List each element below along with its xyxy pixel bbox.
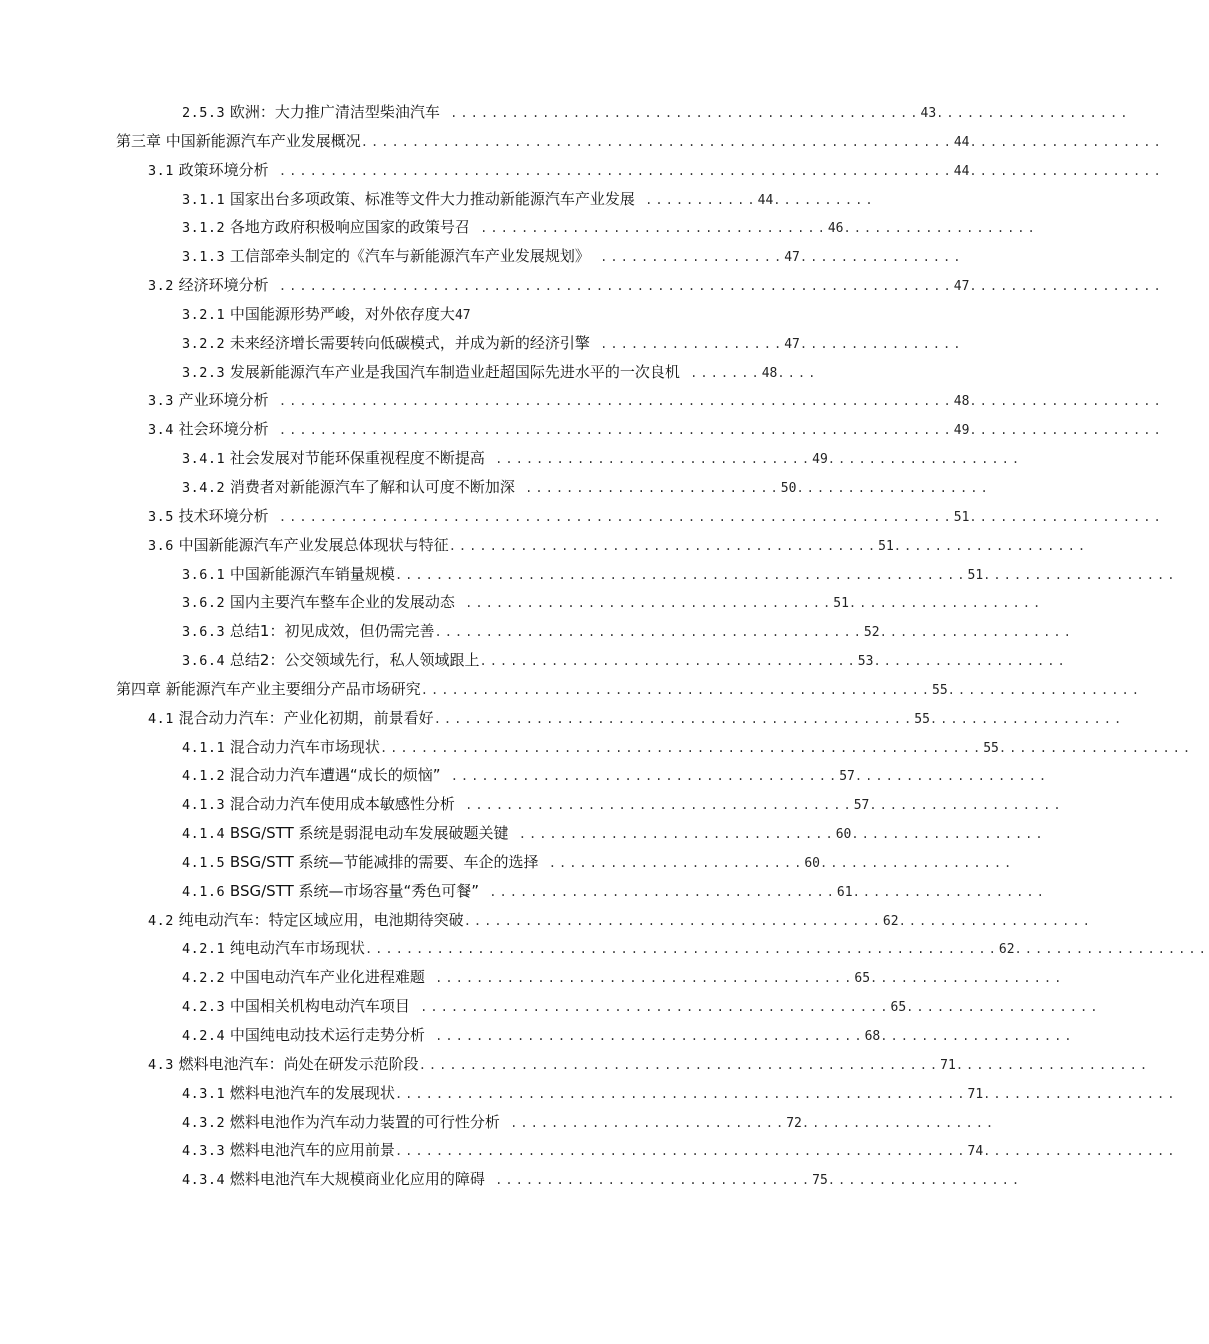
toc-leader-dots: ..............................................................: [364, 942, 999, 957]
toc-leader-dots: ..........................................: [434, 625, 864, 640]
toc-entry-number: 3.4.1: [182, 451, 226, 468]
toc-leader-dots: ...................: [906, 1000, 1101, 1015]
toc-entry-title: 产业环境分析: [178, 391, 269, 410]
toc-page-number: 51: [878, 538, 894, 554]
toc-page-number: 44: [953, 134, 970, 150]
toc-section-entry[interactable]: [0, 213, 1132, 242]
toc-leader-dots: ..................................: [479, 884, 837, 899]
toc-section-entry[interactable]: [0, 1136, 1178, 1165]
toc-page-number: 53: [857, 654, 874, 670]
toc-section-entry[interactable]: [0, 1079, 1178, 1108]
toc-section-entry[interactable]: [0, 733, 1194, 762]
toc-section-entry[interactable]: [0, 358, 1132, 387]
toc-leader-dots: ........................................................: [394, 567, 968, 582]
toc-entry-number: 3.1.1: [182, 191, 226, 208]
toc-entry-title: 燃料电池作为汽车动力装置的可行性分析: [229, 1112, 500, 1131]
toc-leader-dots: ..............................................: [439, 106, 921, 120]
toc-section-entry[interactable]: [0, 156, 1164, 185]
toc-entry-title: 纯电动汽车：特定区域应用，电池期待突破: [178, 910, 464, 929]
toc-entry-title: 总结2：公交领域先行，私人领域跟上: [229, 651, 480, 670]
toc-entry-number: 4.1.4: [182, 826, 226, 843]
toc-entry-number: 4.2: [148, 912, 174, 929]
toc-page-number: 47: [784, 250, 800, 266]
toc-page-number: 55: [983, 740, 999, 756]
toc-leader-dots: ..................................................................: [268, 163, 954, 178]
toc-page-number: 71: [967, 1086, 984, 1102]
toc-page-number: 57: [839, 769, 855, 785]
toc-entry-title: 第三章 中国新能源汽车产业发展概况: [116, 131, 361, 150]
toc-entry-number: 4.3.2: [182, 1114, 226, 1131]
toc-leader-dots: ..........................................: [424, 1029, 865, 1043]
toc-chapter-entry[interactable]: [0, 127, 1164, 156]
toc-entry-title: 社会发展对节能环保重视程度不断提高: [229, 449, 485, 468]
toc-page-number: 68: [864, 1029, 881, 1044]
toc-page-number: 44: [757, 192, 774, 208]
toc-leader-dots: ...................: [969, 134, 1164, 149]
toc-leader-dots: .........................................: [463, 913, 883, 928]
toc-entry-title: BSG/STT 系统—节能减排的需要、车企的选择: [229, 852, 539, 871]
toc-entry-number: 3.1: [148, 162, 174, 179]
toc-leader-dots: .....................................: [479, 654, 858, 669]
toc-entry-title: 中国电动汽车产业化进程难题: [229, 968, 425, 987]
toc-entry-number: 3.2.2: [182, 335, 226, 352]
toc-leader-dots: ...................: [893, 538, 1089, 553]
toc-page-number: 50: [780, 480, 797, 496]
toc-leader-dots: ...................: [854, 769, 1050, 784]
toc-leader-dots: ...................: [848, 596, 1044, 611]
toc-section-entry[interactable]: [0, 1021, 1132, 1050]
toc-section-entry[interactable]: [0, 761, 1132, 790]
toc-leader-dots: .........................: [514, 480, 781, 495]
toc-page-number: 48: [953, 394, 970, 410]
toc-entry-number: 3.3: [148, 393, 174, 410]
toc-entry-title: 中国相关机构电动汽车项目: [229, 997, 410, 1016]
toc-page-number: 65: [890, 1000, 907, 1016]
toc-entry-number: 4.3.1: [182, 1085, 226, 1102]
toc-entry-title: 中国能源形势严峻，对外依存度大: [229, 304, 455, 323]
toc-entry-title: 发展新能源汽车产业是我国汽车制造业赶超国际先进水平的一次良机: [229, 362, 680, 381]
toc-leader-dots: ...................: [843, 221, 1038, 236]
toc-entry-title: 中国新能源汽车销量规模: [229, 564, 395, 583]
toc-leader-dots: ...................: [852, 884, 1047, 899]
toc-leader-dots: ...................: [827, 1173, 1023, 1188]
toc-leader-dots: ...................: [969, 394, 1164, 409]
toc-leader-dots: ...................: [1014, 942, 1209, 957]
toc-entry-number: 3.6.4: [182, 653, 226, 670]
toc-entry-number: 4.1.5: [182, 854, 226, 871]
toc-entry-number: 3.2.3: [182, 364, 226, 381]
toc-leader-dots: ..................: [589, 336, 785, 351]
toc-entry-number: 4.2.2: [182, 970, 226, 987]
toc-chapter-entry[interactable]: [0, 675, 1142, 704]
toc-page-number: 43: [920, 106, 937, 121]
toc-section-entry[interactable]: [0, 560, 1178, 589]
toc-leader-dots: ...........................: [499, 1115, 787, 1130]
toc-entry-title: 欧洲：大力推广清洁型柴油汽车: [229, 103, 440, 121]
toc-section-entry[interactable]: [0, 819, 1132, 848]
table-of-contents: [0, 98, 1209, 1194]
toc-leader-dots: ...................: [969, 163, 1164, 178]
toc-leader-dots: ...................: [998, 740, 1194, 755]
toc-leader-dots: .........................................: [424, 971, 855, 986]
toc-leader-dots: ....................................: [454, 596, 834, 611]
toc-entry-number: 4.1.3: [182, 797, 226, 814]
toc-entry-title: 混合动力汽车遭遇“成长的烦恼”: [229, 766, 441, 785]
toc-page-number: 65: [854, 971, 871, 987]
toc-entry-title: 国家出台多项政策、标准等文件大力推动新能源汽车产业发展: [229, 189, 635, 208]
toc-entry-number: 3.6: [148, 537, 174, 554]
toc-section-entry[interactable]: [0, 242, 1132, 271]
toc-entry-title: 总结1：初见成效，但仍需完善: [229, 622, 435, 641]
toc-leader-dots: ...............................: [484, 1173, 813, 1188]
toc-entry-number: 3.6.2: [182, 595, 226, 612]
toc-leader-dots: ......................................: [454, 798, 854, 813]
toc-leader-dots: ..........................................................: [360, 134, 954, 149]
toc-page-number: 74: [967, 1144, 984, 1160]
toc-entry-number: 4.3.4: [182, 1172, 226, 1189]
toc-leader-dots: ...................: [936, 106, 1131, 120]
toc-entry-number: 4.1.2: [182, 768, 226, 785]
toc-entry-number: 3.1.2: [182, 220, 226, 237]
toc-page-number: 72: [786, 1115, 802, 1131]
toc-section-entry[interactable]: [0, 98, 1132, 127]
toc-page-number: 52: [863, 625, 880, 641]
toc-page-number: 49: [812, 452, 828, 468]
toc-entry-title: 经济环境分析: [178, 276, 269, 295]
toc-leader-dots: ..................................: [469, 221, 828, 236]
toc-page-number: 49: [953, 423, 970, 439]
toc-leader-dots: ..................: [589, 250, 785, 265]
toc-page-number: 62: [882, 913, 899, 929]
toc-leader-dots: ...........: [634, 192, 758, 207]
toc-leader-dots: ...................: [983, 567, 1178, 582]
toc-leader-dots: ...................: [983, 1086, 1178, 1101]
toc-section-entry[interactable]: [0, 646, 1132, 675]
toc-entry-number: 3.6.3: [182, 624, 226, 641]
toc-leader-dots: ......................................: [440, 769, 840, 784]
toc-leader-dots: ........................................................: [394, 1086, 968, 1101]
toc-section-entry[interactable]: [0, 704, 1125, 733]
toc-leader-dots: ...................: [870, 971, 1065, 986]
toc-leader-dots: ...................: [969, 279, 1164, 294]
toc-entry-title: 政策环境分析: [178, 160, 269, 179]
toc-page-number: 48: [761, 365, 778, 381]
toc-entry-title: 纯电动汽车市场现状: [229, 939, 365, 958]
toc-entry-number: 3.4: [148, 422, 174, 439]
toc-leader-dots: ...................: [851, 827, 1046, 842]
toc-entry-title: 社会环境分析: [178, 420, 269, 439]
toc-entry-title: 混合动力汽车：产业化初期，前景看好: [178, 708, 434, 727]
toc-leader-dots: ...................: [869, 798, 1064, 813]
toc-page-number: 47: [953, 279, 970, 295]
toc-entry-title: 燃料电池汽车的发展现状: [229, 1083, 395, 1102]
toc-section-entry[interactable]: [0, 848, 1132, 877]
toc-leader-dots: ..................................................................: [268, 394, 954, 409]
toc-entry-number: 3.5: [148, 508, 174, 525]
toc-section-entry[interactable]: [0, 300, 1132, 329]
toc-entry-title: 中国新能源汽车产业发展总体现状与特征: [178, 535, 449, 554]
toc-entry-number: 3.1.3: [182, 249, 226, 266]
toc-leader-dots: ...................: [796, 480, 991, 495]
toc-section-entry[interactable]: [0, 877, 1132, 906]
toc-leader-dots: ..................................................: [420, 682, 933, 697]
toc-entry-number: 4.2.4: [182, 1028, 226, 1044]
toc-page-number: 47: [784, 336, 800, 352]
toc-leader-dots: ...............................................: [433, 711, 915, 726]
toc-entry-title: 混合动力汽车使用成本敏感性分析: [229, 795, 455, 814]
toc-section-entry[interactable]: [0, 934, 1209, 963]
toc-entry-title: 燃料电池汽车的应用前景: [229, 1141, 395, 1160]
toc-section-entry[interactable]: [0, 271, 1164, 300]
toc-leader-dots: ...................: [898, 913, 1093, 928]
toc-leader-dots: .......: [679, 365, 762, 380]
toc-leader-dots: ........................................................: [394, 1144, 968, 1159]
toc-leader-dots: ...................: [873, 654, 1068, 669]
toc-entry-title: 燃料电池汽车大规模商业化应用的障碍: [229, 1170, 485, 1189]
toc-section-entry[interactable]: [0, 588, 1132, 617]
toc-leader-dots: ................: [799, 250, 964, 265]
toc-section-entry[interactable]: [0, 473, 1132, 502]
toc-section-entry[interactable]: [0, 963, 1132, 992]
toc-section-entry[interactable]: [0, 531, 1098, 560]
toc-entry-number: 3.4.2: [182, 479, 226, 496]
toc-section-entry[interactable]: [0, 1050, 1151, 1079]
toc-entry-number: 4.3.3: [182, 1143, 226, 1160]
toc-entry-number: 4.2.3: [182, 999, 226, 1016]
toc-page-number: 60: [835, 827, 852, 843]
toc-section-entry[interactable]: [0, 415, 1164, 444]
toc-page-number: 47: [454, 307, 471, 323]
toc-leader-dots: ..................................................................: [268, 279, 954, 294]
toc-entry-title: 第四章 新能源汽车产业主要细分产品市场研究: [116, 679, 421, 698]
toc-leader-dots: ...................: [955, 1057, 1151, 1072]
toc-entry-title: 未来经济增长需要转向低碳模式，并成为新的经济引擎: [229, 333, 590, 352]
toc-entry-title: 技术环境分析: [178, 506, 269, 525]
toc-leader-dots: ...................: [969, 509, 1164, 524]
toc-leader-dots: ................: [799, 336, 964, 351]
toc-leader-dots: ...................: [947, 682, 1142, 697]
toc-section-entry[interactable]: [0, 386, 1164, 415]
toc-entry-title: 工信部牵头制定的《汽车与新能源汽车产业发展规划》: [229, 247, 590, 266]
toc-entry-title: 中国纯电动技术运行走势分析: [229, 1026, 425, 1044]
toc-page-number: 46: [827, 221, 844, 237]
toc-page-number: 60: [804, 855, 821, 871]
toc-entry-title: BSG/STT 系统—市场容量“秀色可餐”: [229, 881, 480, 900]
toc-leader-dots: ...........................................................: [379, 740, 984, 755]
toc-page-number: 57: [853, 798, 870, 814]
toc-page-number: 62: [998, 942, 1015, 958]
toc-entry-number: 3.2.1: [182, 306, 226, 323]
toc-section-entry[interactable]: [0, 1108, 1132, 1137]
toc-entry-number: 4.1: [148, 710, 174, 727]
toc-leader-dots: ...................: [969, 423, 1164, 438]
toc-leader-dots: ...................: [801, 1115, 997, 1130]
toc-page-number: 51: [953, 509, 970, 525]
toc-leader-dots: ..............................................: [409, 1000, 891, 1015]
toc-page-number: 44: [953, 163, 970, 179]
toc-leader-dots: ...................: [880, 1029, 1075, 1043]
toc-page-number: 71: [940, 1057, 956, 1073]
toc-page-number: 51: [967, 567, 984, 583]
toc-page-number: 55: [914, 711, 930, 727]
toc-entry-number: 2.5.3: [182, 105, 226, 121]
toc-page-number: 61: [836, 884, 853, 900]
toc-leader-dots: ...............................: [508, 827, 836, 842]
toc-entry-number: 4.2.1: [182, 941, 226, 958]
toc-section-entry[interactable]: [0, 906, 1098, 935]
toc-section-entry[interactable]: [0, 444, 1132, 473]
toc-section-entry[interactable]: [0, 790, 1132, 819]
toc-leader-dots: ....: [777, 365, 819, 380]
toc-entry-number: 3.6.1: [182, 566, 226, 583]
toc-page-number: 51: [833, 596, 849, 612]
toc-entry-title: 燃料电池汽车：尚处在研发示范阶段: [178, 1054, 419, 1073]
toc-leader-dots: ..........: [773, 192, 876, 207]
toc-page-number: 75: [812, 1173, 828, 1189]
toc-page-number: 55: [932, 682, 948, 698]
toc-leader-dots: ..........................................: [448, 538, 879, 553]
toc-leader-dots: ...................................................: [418, 1057, 941, 1072]
toc-section-entry[interactable]: [0, 185, 1132, 214]
toc-entry-title: 国内主要汽车整车企业的发展动态: [229, 593, 455, 612]
toc-section-entry[interactable]: [0, 992, 1132, 1021]
toc-entry-number: 4.1.6: [182, 883, 226, 900]
toc-entry-number: 4.3: [148, 1056, 174, 1073]
toc-entry-title: 消费者对新能源汽车了解和认可度不断加深: [229, 477, 515, 496]
toc-section-entry[interactable]: [0, 502, 1164, 531]
toc-leader-dots: ..................................................................: [268, 509, 954, 524]
toc-section-entry[interactable]: [0, 329, 1132, 358]
toc-entry-title: BSG/STT 系统是弱混电动车发展破题关键: [229, 824, 509, 843]
toc-leader-dots: ...................: [879, 625, 1074, 640]
toc-leader-dots: ...............................: [484, 452, 813, 467]
toc-entry-title: 混合动力汽车市场现状: [229, 737, 380, 756]
toc-leader-dots: .........................: [538, 855, 805, 870]
toc-leader-dots: ..................................................................: [268, 423, 954, 438]
toc-section-entry[interactable]: [0, 617, 1132, 646]
toc-entry-number: 3.2: [148, 278, 174, 295]
toc-entry-number: 4.1.1: [182, 739, 226, 756]
toc-section-entry[interactable]: [0, 1165, 1132, 1194]
toc-leader-dots: ...................: [983, 1144, 1178, 1159]
toc-leader-dots: ...................: [929, 711, 1125, 726]
toc-leader-dots: ...................: [820, 855, 1015, 870]
toc-leader-dots: ...................: [827, 452, 1023, 467]
toc-entry-title: 各地方政府积极响应国家的政策号召: [229, 218, 470, 237]
